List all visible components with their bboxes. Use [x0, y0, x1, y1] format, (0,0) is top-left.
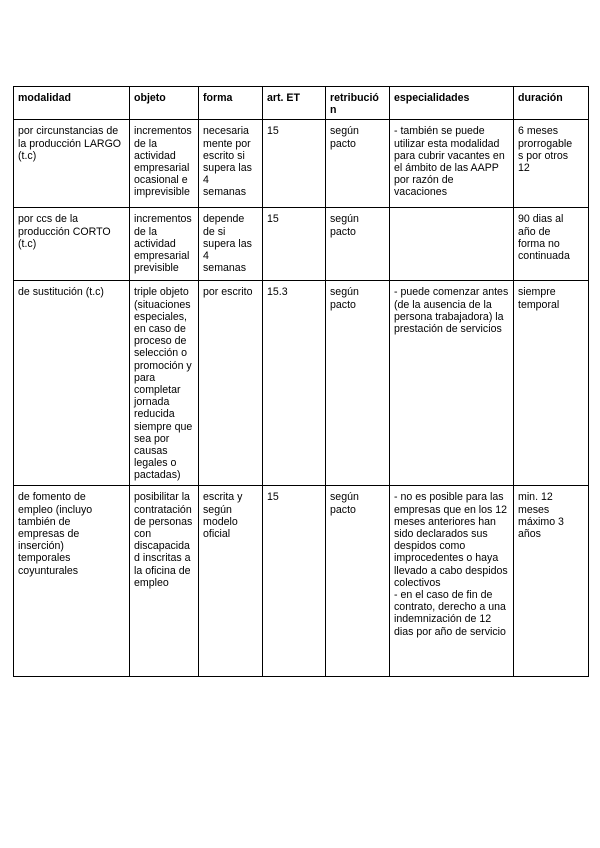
cell-objeto: posibilitar la contratación de personas con discapacida d inscritas a la oficina de empleo — [130, 486, 199, 677]
cell-especialidades: - puede comenzar antes (de la ausencia de la persona trabajadora) la prestación de servicios — [390, 281, 514, 486]
header-art-et: art. ET — [263, 87, 326, 120]
cell-modalidad: por circunstancias de la producción LARGO (t.c) — [14, 120, 130, 208]
table-row — [14, 120, 589, 208]
cell-objeto: triple objeto (situaciones especiales, en caso de proceso de selección o promoción y para completar jornada reducida siempre que sea por causas legales o pactadas) — [130, 281, 199, 486]
header-duracion: duración — [514, 87, 589, 120]
cell-forma: necesaria mente por escrito si supera las 4 semanas — [199, 120, 263, 208]
cell-art-et: 15 — [263, 208, 326, 281]
cell-modalidad: por ccs de la producción CORTO (t.c) — [14, 208, 130, 281]
header-modalidad: modalidad — [14, 87, 130, 120]
cell-forma: por escrito — [199, 281, 263, 486]
table-row — [14, 486, 589, 677]
cell-objeto: incrementos de la actividad empresarial previsible — [130, 208, 199, 281]
cell-retribucion: según pacto — [326, 208, 390, 281]
header-especialidades: especialidades — [390, 87, 514, 120]
cell-especialidades — [390, 208, 514, 281]
cell-forma: depende de si supera las 4 semanas — [199, 208, 263, 281]
header-forma: forma — [199, 87, 263, 120]
cell-duracion: 6 meses prorrogable s por otros 12 — [514, 120, 589, 208]
cell-objeto: incrementos de la actividad empresarial ocasional e imprevisible — [130, 120, 199, 208]
cell-retribucion: según pacto — [326, 281, 390, 486]
cell-modalidad: de sustitución (t.c) — [14, 281, 130, 486]
cell-duracion: min. 12 meses máximo 3 años — [514, 486, 589, 677]
contract-modalities-table — [13, 86, 589, 677]
cell-art-et: 15 — [263, 120, 326, 208]
cell-duracion: 90 dias al año de forma no continuada — [514, 208, 589, 281]
cell-modalidad: de fomento de empleo (incluyo también de empresas de inserción) temporales coyunturales — [14, 486, 130, 677]
cell-retribucion: según pacto — [326, 120, 390, 208]
cell-duracion: siempre temporal — [514, 281, 589, 486]
header-retribucion: retribució n — [326, 87, 390, 120]
cell-art-et: 15.3 — [263, 281, 326, 486]
cell-retribucion: según pacto — [326, 486, 390, 677]
cell-especialidades: - también se puede utilizar esta modalidad para cubrir vacantes en el ámbito de las AAPP por razón de vacaciones — [390, 120, 514, 208]
cell-art-et: 15 — [263, 486, 326, 677]
table-row — [14, 208, 589, 281]
cell-forma: escrita y según modelo oficial — [199, 486, 263, 677]
header-objeto: objeto — [130, 87, 199, 120]
table-row — [14, 281, 589, 486]
cell-especialidades: - no es posible para las empresas que en los 12 meses anteriores han sido declarados sus despidos como improcedentes o haya llevado a cabo despidos colectivos - en el caso de fin de contrato, derecho a una indemnización de 12 dias por año de servicio — [390, 486, 514, 677]
table-header-row — [14, 87, 589, 120]
